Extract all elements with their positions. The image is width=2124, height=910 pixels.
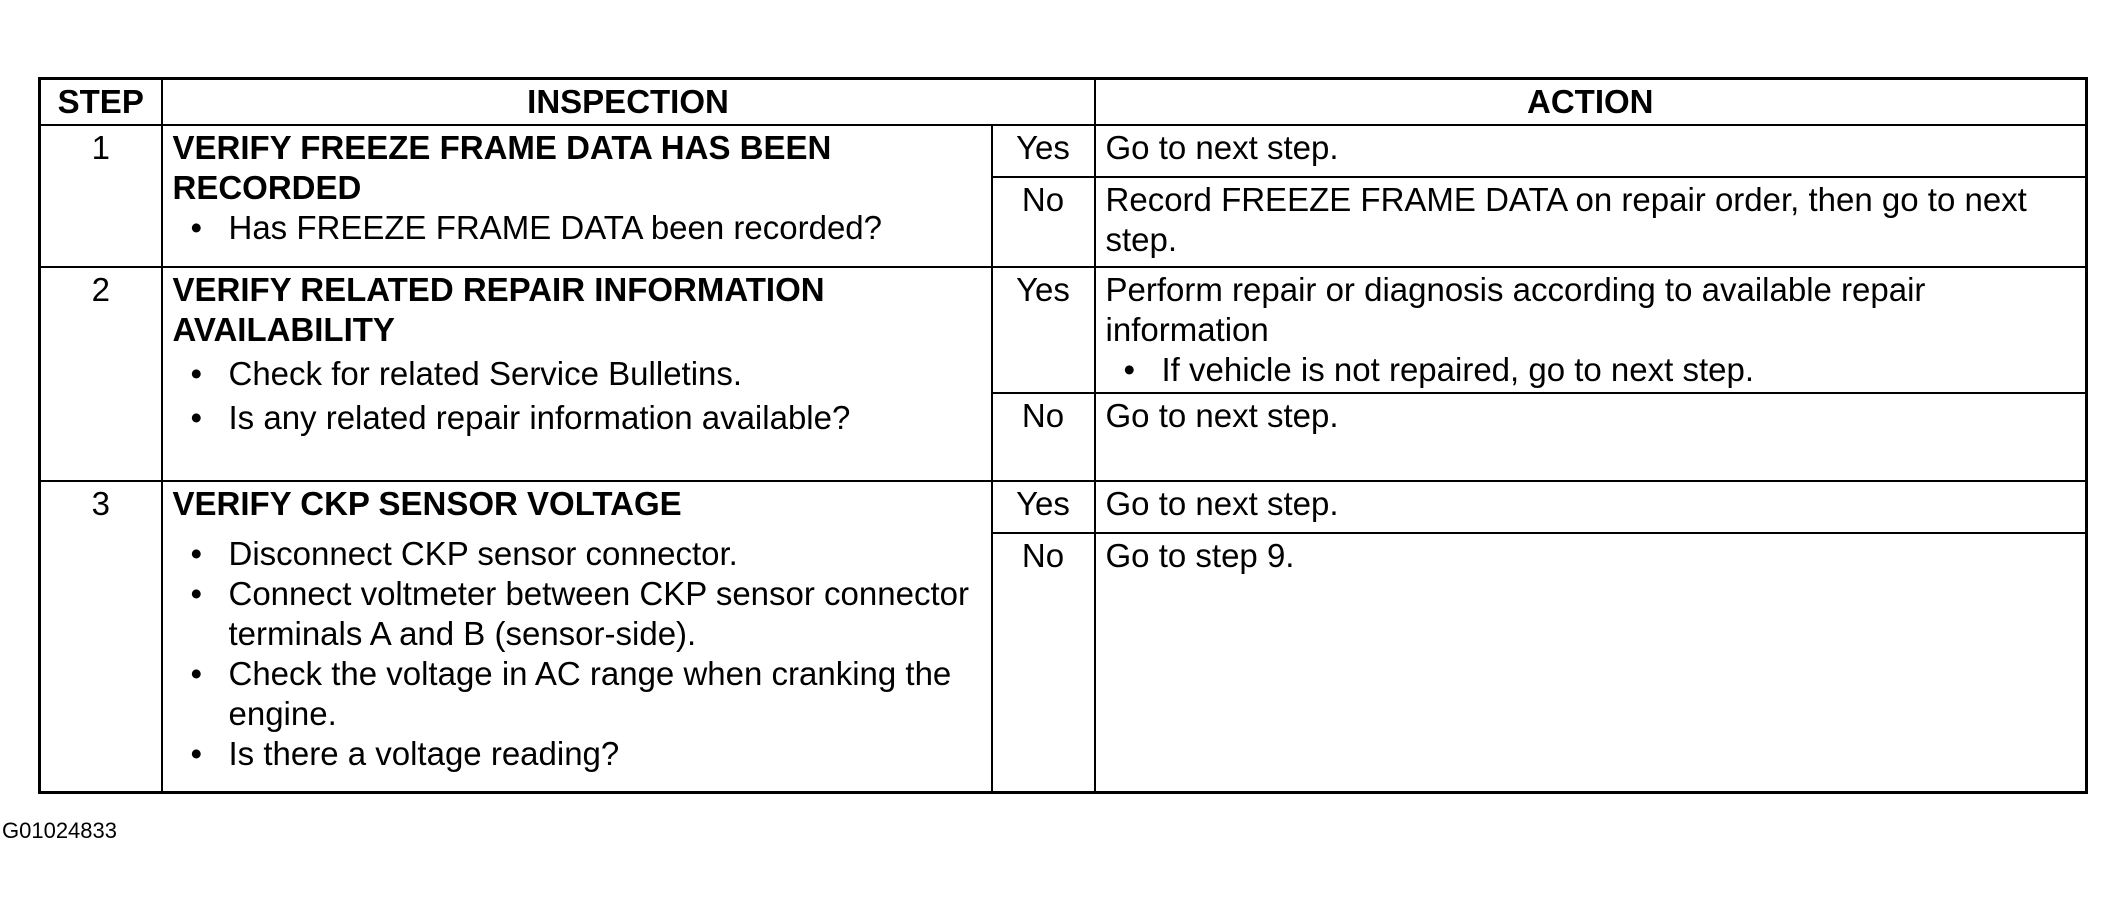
spacer <box>173 524 981 534</box>
yes-action-cell <box>1095 267 2087 393</box>
inspection-bullet: • Check the voltage in AC range when cranking the engine. <box>173 654 981 734</box>
inspection-cell <box>162 125 992 267</box>
inspection-bullet: • Is any related repair information available? <box>173 398 981 438</box>
header-step: STEP <box>40 79 162 126</box>
yes-label: Yes <box>992 125 1095 177</box>
inspection-bullet: • Has FREEZE FRAME DATA been recorded? <box>173 208 981 248</box>
inspection-bullet: • Check for related Service Bulletins. <box>173 354 981 394</box>
step-number: 3 <box>40 481 162 793</box>
table-row <box>40 481 2087 533</box>
inspection-cell <box>162 267 992 481</box>
no-action: Go to next step. <box>1095 393 2087 481</box>
inspection-title: VERIFY FREEZE FRAME DATA HAS BEEN RECORDED <box>172 129 832 206</box>
yes-action: Go to next step. <box>1095 125 2087 177</box>
yes-label: Yes <box>992 481 1095 533</box>
diagnostic-table <box>38 77 2088 794</box>
table-row <box>40 267 2087 393</box>
yes-label: Yes <box>992 267 1095 393</box>
no-action: Record FREEZE FRAME DATA on repair order, then go to next step. <box>1095 177 2087 267</box>
inspection-bullet: • Is there a voltage reading? <box>173 734 981 774</box>
yes-action: Perform repair or diagnosis according to available repair information <box>1105 271 1926 348</box>
step-number: 1 <box>40 125 162 267</box>
header-action: ACTION <box>1095 79 2087 126</box>
yes-action: Go to next step. <box>1095 481 2087 533</box>
inspection-bullet: • Disconnect CKP sensor connector. <box>173 534 981 574</box>
action-bullet: • If vehicle is not repaired, go to next step. <box>1106 350 2076 390</box>
inspection-title: VERIFY CKP SENSOR VOLTAGE <box>172 485 682 522</box>
header-inspection: INSPECTION <box>162 79 1095 126</box>
no-action: Go to step 9. <box>1095 533 2087 793</box>
table-row <box>40 125 2087 177</box>
inspection-cell <box>162 481 992 793</box>
no-label: No <box>992 177 1095 267</box>
inspection-bullet: • Connect voltmeter between CKP sensor connector terminals A and B (sensor-side). <box>173 574 981 654</box>
inspection-title: VERIFY RELATED REPAIR INFORMATION AVAILABILITY <box>172 271 825 348</box>
step-number: 2 <box>40 267 162 481</box>
header-row <box>40 79 2087 126</box>
no-label: No <box>992 533 1095 793</box>
no-label: No <box>992 393 1095 481</box>
figure-code: G01024833 <box>2 818 117 843</box>
